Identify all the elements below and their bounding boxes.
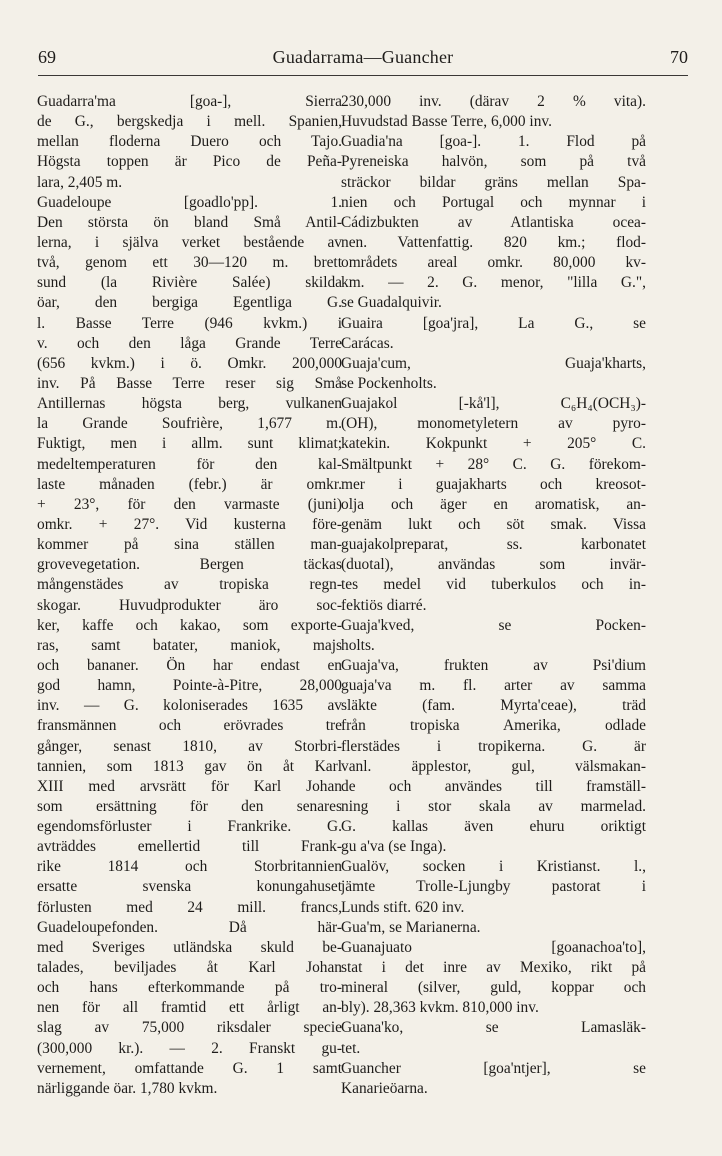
text-line: guaja'va m. fl. arter av samma bbox=[341, 677, 646, 695]
text-line: (656 kvkm.) i ö. Omkr. 200,000 bbox=[37, 354, 342, 372]
text-line: lara, 2,405 m. bbox=[37, 173, 123, 191]
text-line: nen för all framtid ett årligt an- bbox=[37, 999, 342, 1017]
text-line: mer i guajakharts och kreosot- bbox=[341, 475, 646, 493]
text-line: nen. Vattenfattig. 820 km.; flod- bbox=[341, 233, 646, 251]
text-line: släkte (fam. Myrta'ceae), träd bbox=[341, 697, 646, 715]
text-line: Guancher [goa'ntjer], se bbox=[341, 1059, 646, 1077]
text-line: holts. bbox=[341, 636, 375, 654]
text-line: rike 1814 och Storbritannien bbox=[37, 858, 342, 876]
text-line: Gualöv, socken i Kristianst. l., bbox=[341, 858, 646, 876]
text-line: skogar. Huvudprodukter äro soc- bbox=[37, 596, 342, 614]
text-line: ersatte svenska konungahuset bbox=[37, 878, 342, 896]
text-line: Carácas. bbox=[341, 334, 394, 352]
text-line: guajakolpreparat, ss. karbonatet bbox=[341, 536, 646, 554]
text-line: (OH), monometyletern av pyro- bbox=[341, 415, 646, 433]
text-line: katekin. Kokpunkt + 205° C. bbox=[341, 435, 646, 453]
text-line: la Grande Soufrière, 1,677 m. bbox=[37, 415, 342, 433]
text-line: öar, den bergiga Egentliga G. bbox=[37, 294, 342, 312]
text-line: km. — 2. G. menor, "lilla G.", bbox=[341, 274, 646, 292]
running-header bbox=[38, 47, 688, 75]
text-line: lerna, i själva verket bestående av bbox=[37, 233, 342, 251]
text-line: l. Basse Terre (946 kvkm.) i bbox=[37, 314, 342, 332]
text-line: laste månaden (febr.) är omkr. bbox=[37, 475, 342, 493]
text-line: tannien, som 1813 gav ön åt Karl bbox=[37, 757, 342, 775]
text-line: två, genom ett 30—120 m. brett bbox=[37, 254, 342, 272]
text-line: ker, kaffe och kakao, som exporte- bbox=[37, 616, 342, 634]
text-line: Guana'ko, se Lamasläk- bbox=[341, 1019, 646, 1037]
text-line: Huvudstad Basse Terre, 6,000 inv. bbox=[341, 113, 552, 131]
text-line: Den största ön bland Små Antil- bbox=[37, 213, 342, 231]
text-line: Cádizbukten av Atlantiska ocea- bbox=[341, 213, 646, 231]
text-line: tet. bbox=[341, 1039, 361, 1057]
text-line: G. kallas även ehuru oriktigt bbox=[341, 818, 646, 836]
text-line: gånger, senast 1810, av Storbri- bbox=[37, 737, 342, 755]
text-line: som ersättning för den senares bbox=[37, 797, 342, 815]
text-line: Kanarieöarna. bbox=[341, 1079, 428, 1097]
text-line: fektiös diarré. bbox=[341, 596, 427, 614]
text-line: se Pockenholts. bbox=[341, 374, 437, 392]
header-rule bbox=[38, 75, 688, 76]
text-line: inv. — G. koloniserades 1635 av bbox=[37, 697, 342, 715]
text-line: god hamn, Pointe-à-Pitre, 28,000 bbox=[37, 677, 342, 695]
text-line: vanl. äpplestor, gul, välsmakan- bbox=[341, 757, 646, 775]
text-line: Smältpunkt + 28° C. G. förekom- bbox=[341, 455, 646, 473]
text-line: flerstädes i tropikerna. G. är bbox=[341, 737, 646, 755]
text-line: med Sveriges utländska skuld be- bbox=[37, 938, 342, 956]
text-line: Pyreneiska halvön, som på två bbox=[341, 153, 646, 171]
text-line: mellan floderna Duero och Tajo. bbox=[37, 133, 342, 151]
text-line: stat i det inre av Mexiko, rikt på bbox=[341, 959, 646, 977]
text-line: närliggande öar. 1,780 kvkm. bbox=[37, 1079, 218, 1097]
text-line: mångenstädes av tropiska regn- bbox=[37, 576, 342, 594]
text-line: jämte Trolle-Ljungby pastorat i bbox=[341, 878, 646, 896]
text-line: vernement, omfattande G. 1 samt bbox=[37, 1059, 342, 1077]
text-line: inv. På Basse Terre reser sig Små bbox=[37, 374, 342, 392]
text-line: de och användes till framställ- bbox=[341, 777, 646, 795]
text-line: Guaira [goa'jra], La G., se bbox=[341, 314, 646, 332]
text-line: Guadia'na [goa-]. 1. Flod på bbox=[341, 133, 646, 151]
text-line: Guaja'cum, Guaja'kharts, bbox=[341, 354, 646, 372]
text-line: genäm lukt och söt smak. Vissa bbox=[341, 515, 646, 533]
page-number-right: 70 bbox=[670, 47, 688, 67]
text-line: talades, beviljades åt Karl Johan bbox=[37, 959, 342, 977]
text-line: bly). 28,363 kvkm. 810,000 inv. bbox=[341, 999, 539, 1017]
text-line: Guaja'kved, se Pocken- bbox=[341, 616, 646, 634]
text-line: Högsta toppen är Pico de Peña- bbox=[37, 153, 342, 171]
text-line: Guadarra'ma [goa-], Sierra bbox=[37, 93, 342, 110]
page-number-left: 69 bbox=[38, 47, 56, 67]
text-line: avträddes emellertid till Frank- bbox=[37, 838, 342, 856]
text-line: egendomsförluster i Frankrike. G. bbox=[37, 818, 342, 836]
text-line: Lunds stift. 620 inv. bbox=[341, 898, 465, 916]
text-line: mineral (silver, guld, koppar och bbox=[341, 979, 646, 997]
text-line: Gua'm, se Marianerna. bbox=[341, 918, 481, 936]
text-line: grovevegetation. Bergen täckas bbox=[37, 556, 342, 574]
text-line: v. och den låga Grande Terre bbox=[37, 334, 342, 352]
text-line: olja och äger en aromatisk, an- bbox=[341, 495, 646, 513]
text-line: Guadeloupe [goadlo'pp]. 1. bbox=[37, 193, 342, 211]
text-line: se Guadalquivir. bbox=[341, 294, 442, 312]
text-line: områdets areal omkr. 80,000 kv- bbox=[341, 254, 646, 272]
text-line: sträckor bildar gräns mellan Spa- bbox=[341, 173, 646, 191]
text-line: Guanajuato [goanachoa'to], bbox=[341, 938, 646, 956]
text-line: Guaja'va, frukten av Psi'dium bbox=[341, 656, 646, 674]
text-line: Fuktigt, men i allm. sunt klimat; bbox=[37, 435, 342, 453]
text-line: Antillernas högsta berg, vulkanen bbox=[37, 395, 342, 413]
right-column bbox=[341, 92, 646, 1099]
text-line: (300,000 kr.). — 2. Franskt gu- bbox=[37, 1039, 342, 1057]
text-line: ning i stor skala av marmelad. bbox=[341, 797, 646, 815]
text-line: gu a'va (se Inga). bbox=[341, 838, 447, 856]
text-line: XIII med arvsrätt för Karl Johan bbox=[37, 777, 342, 795]
text-line: + 23°, för den varmaste (juni) bbox=[37, 495, 342, 513]
left-column bbox=[37, 92, 342, 1099]
text-line: (duotal), användas som invär- bbox=[341, 556, 646, 574]
text-line: från tropiska Amerika, odlade bbox=[341, 717, 646, 735]
text-line: 230,000 inv. (därav 2 % vita). bbox=[341, 93, 646, 110]
text-line: omkr. + 27°. Vid kusterna före- bbox=[37, 515, 342, 533]
text-line: Guadeloupefonden. Då här- bbox=[37, 918, 342, 936]
text-line: medeltemperaturen för den kal- bbox=[37, 455, 342, 473]
text-line: de G., bergskedja i mell. Spanien, bbox=[37, 113, 342, 131]
text-line: ras, samt batater, maniok, majs bbox=[37, 636, 342, 654]
text-line: fransmännen och erövrades tre bbox=[37, 717, 342, 735]
text-line: och hans efterkommande på tro- bbox=[37, 979, 342, 997]
text-line: slag av 75,000 riksdaler specie bbox=[37, 1019, 342, 1037]
text-line: nien och Portugal och mynnar i bbox=[341, 193, 646, 211]
text-line: sund (la Rivière Salée) skilda bbox=[37, 274, 342, 292]
text-line: kommer på sina ställen man- bbox=[37, 536, 342, 554]
text-line: och bananer. Ön har endast en bbox=[37, 656, 342, 674]
page-title: Guadarrama—Guancher bbox=[272, 47, 454, 67]
text-line: förlusten med 24 mill. francs, bbox=[37, 898, 342, 916]
text-line: Guajakol [-kå'l], C₆H₄(OCH₃)- bbox=[341, 395, 646, 413]
text-line: tes medel vid tuberkulos och in- bbox=[341, 576, 646, 594]
